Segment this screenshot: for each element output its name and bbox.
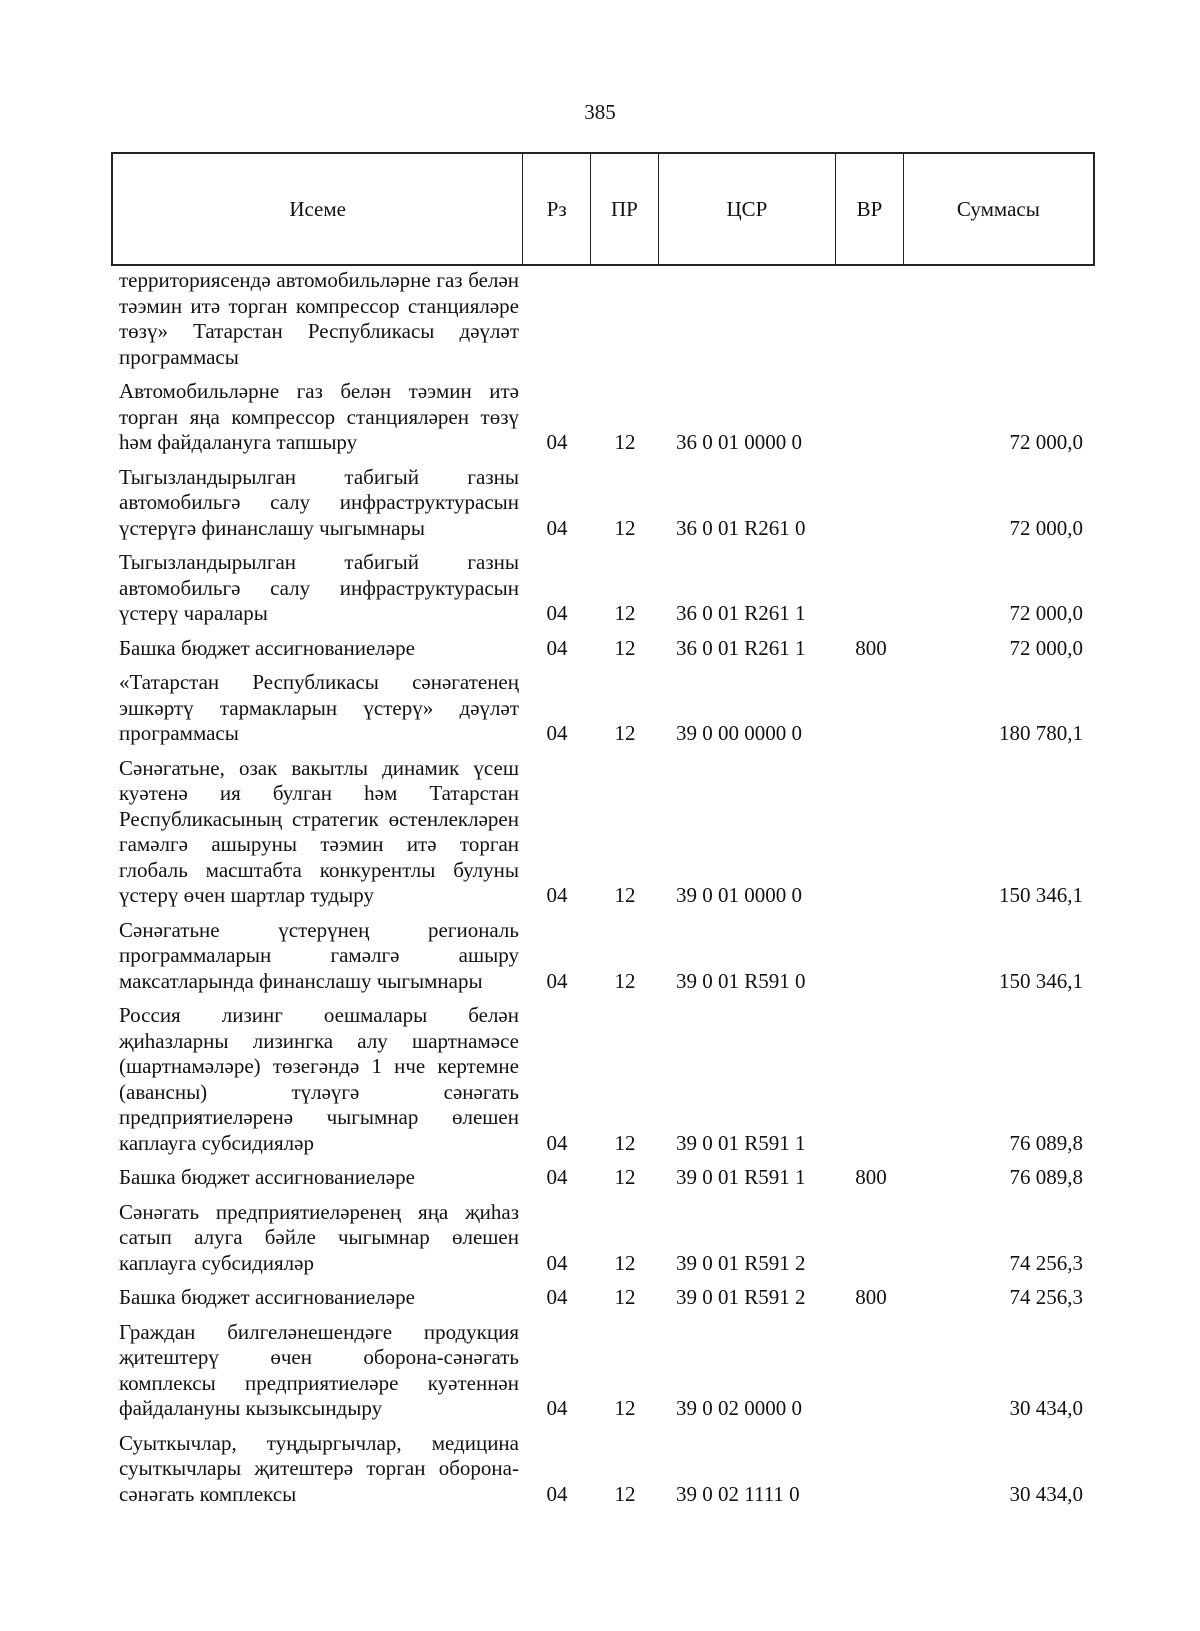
row-pr: 12 xyxy=(614,635,636,660)
row-name: Россия лизинг оешмалары белән җиһазларны лизингка алу шартнамәсе (шартнамәләре) төзегәндә 1 нче кертемне (авансны) түләүгә сәнәгать предприятиеләренә чыгымнар өлешен каплауга субсидияләр xyxy=(119,1003,519,1155)
table-row xyxy=(111,550,1095,627)
row-rz: 04 xyxy=(546,883,568,907)
row-name: Башка бюджет ассигнованиеләре xyxy=(119,1285,415,1309)
row-sum: 72 000,0 xyxy=(1009,601,1083,625)
row-name: Сәнәгатьне үстерүнең региональ программаларын гамәлгә ашыру максатларында финанслашу чыгымнары xyxy=(119,917,519,993)
header-sum: Суммасы xyxy=(956,196,1040,221)
row-csr: 39 0 02 0000 0 xyxy=(676,1396,802,1420)
table-row xyxy=(111,1003,1095,1156)
row-pr: 12 xyxy=(614,1165,636,1189)
header-vr: ВР xyxy=(836,154,904,264)
row-sum: 72 000,0 xyxy=(1009,430,1083,454)
row-sum: 76 089,8 xyxy=(1009,1165,1083,1189)
row-rz: 04 xyxy=(546,635,568,660)
table-row xyxy=(111,1320,1095,1422)
row-rz: 04 xyxy=(546,430,568,454)
row-pr: 12 xyxy=(614,968,636,993)
row-csr: 36 0 01 0000 0 xyxy=(676,430,802,454)
row-csr: 39 0 01 R591 2 xyxy=(676,1285,806,1309)
row-csr: 39 0 01 R591 1 xyxy=(676,1130,806,1155)
row-pr: 12 xyxy=(614,883,636,907)
row-sum: 74 256,3 xyxy=(1009,1285,1083,1309)
row-name: Граждан билгеләнешендәге продукция җитештерү өчен оборона-сәнәгать комплексы предприятиеләре куәтеннән файдалануны кызыксындыру xyxy=(119,1319,519,1420)
row-sum: 72 000,0 xyxy=(1009,515,1083,540)
row-csr: 39 0 01 R591 2 xyxy=(676,1250,806,1275)
row-csr: 39 0 01 R591 1 xyxy=(676,1165,806,1189)
row-pr: 12 xyxy=(614,1481,636,1506)
header-name: Исеме xyxy=(113,154,523,264)
row-pr: 12 xyxy=(614,1396,636,1420)
row-pr: 12 xyxy=(614,515,636,540)
table-body xyxy=(111,268,1095,1507)
table-row xyxy=(111,1200,1095,1277)
row-pr: 12 xyxy=(614,721,636,745)
row-rz: 04 xyxy=(546,601,568,625)
row-sum: 74 256,3 xyxy=(1009,1250,1083,1275)
header-pr: ПР xyxy=(591,154,659,264)
row-rz: 04 xyxy=(546,1285,568,1309)
page-number: 385 xyxy=(584,100,616,124)
table-row xyxy=(111,465,1095,542)
table-row xyxy=(111,1285,1095,1311)
row-sum: 72 000,0 xyxy=(1009,635,1083,660)
row-rz: 04 xyxy=(546,968,568,993)
row-name: Башка бюджет ассигнованиеләре xyxy=(119,635,415,660)
row-rz: 04 xyxy=(546,1250,568,1275)
table-row xyxy=(111,1431,1095,1508)
row-pr: 12 xyxy=(614,430,636,454)
row-pr: 12 xyxy=(614,1250,636,1275)
row-name: «Татарстан Республикасы сәнәгатенең эшкәртү тармакларын үстерү» дәүләт программасы xyxy=(119,670,519,745)
header-rz: Рз xyxy=(523,154,591,264)
row-name: Тыгызландырылган табигый газны автомобильгә салу инфраструктурасын үстерүгә финанслашу чыгымнары xyxy=(119,464,519,540)
row-rz: 04 xyxy=(546,515,568,540)
table-row xyxy=(111,918,1095,995)
table-row xyxy=(111,670,1095,747)
table-header xyxy=(111,152,1095,266)
row-pr: 12 xyxy=(614,1285,636,1309)
table-row xyxy=(111,1165,1095,1191)
row-name: Сәнәгать предприятиеләренең яңа җиһаз сатып алуга бәйле чыгымнар өлешен каплауга субсидияләр xyxy=(119,1199,519,1275)
row-name: Тыгызландырылган табигый газны автомобильгә салу инфраструктурасын үстерү чаралары xyxy=(119,550,519,625)
row-pr: 12 xyxy=(614,601,636,625)
row-rz: 04 xyxy=(546,1396,568,1420)
row-name: Суыткычлар, туңдыргычлар, медицина суыткычлары җитештерә торган оборона-сәнәгать комплексы xyxy=(119,1430,519,1506)
row-pr: 12 xyxy=(614,1130,636,1155)
row-name: Автомобильләрне газ белән тәэмин итә торган яңа компрессор станцияләрен төзү һәм файдалануга тапшыру xyxy=(119,379,519,454)
budget-table xyxy=(111,152,1095,1516)
row-name: Сәнәгатьне, озак вакытлы динамик үсеш куәтенә ия булган һәм Татарстан Республикасының стратегик өстенлекләрен гамәлгә ашыруны тәэмин итә торган глобаль масштабта конкурентлы булуны үстерү өчен шартлар тудыру xyxy=(119,755,519,907)
row-sum: 30 434,0 xyxy=(1009,1396,1083,1420)
row-rz: 04 xyxy=(546,1165,568,1189)
row-name: территориясендә автомобильләрне газ белән тәэмин итә торган компрессор станцияләре төзү» Татарстан Республикасы дәүләт программасы xyxy=(119,268,519,369)
row-sum: 180 780,1 xyxy=(999,721,1083,745)
row-csr: 39 0 00 0000 0 xyxy=(676,721,802,745)
row-name: Башка бюджет ассигнованиеләре xyxy=(119,1165,415,1189)
row-sum: 30 434,0 xyxy=(1009,1481,1083,1506)
row-vr: 800 xyxy=(855,1165,887,1189)
row-sum: 150 346,1 xyxy=(999,883,1083,907)
row-csr: 39 0 02 1111 0 xyxy=(676,1481,800,1506)
table-row xyxy=(111,379,1095,456)
row-vr: 800 xyxy=(855,1285,887,1309)
row-rz: 04 xyxy=(546,1130,568,1155)
row-csr: 39 0 01 0000 0 xyxy=(676,883,802,907)
row-rz: 04 xyxy=(546,721,568,745)
row-csr: 36 0 01 R261 1 xyxy=(676,635,806,660)
row-csr: 39 0 01 R591 0 xyxy=(676,968,806,993)
header-csr: ЦСР xyxy=(659,154,836,264)
row-sum: 150 346,1 xyxy=(999,968,1083,993)
row-csr: 36 0 01 R261 1 xyxy=(676,601,806,625)
row-sum: 76 089,8 xyxy=(1009,1130,1083,1155)
row-rz: 04 xyxy=(546,1481,568,1506)
table-row xyxy=(111,268,1095,370)
row-csr: 36 0 01 R261 0 xyxy=(676,515,806,540)
table-row xyxy=(111,756,1095,909)
table-row xyxy=(111,636,1095,662)
row-vr: 800 xyxy=(855,635,887,660)
